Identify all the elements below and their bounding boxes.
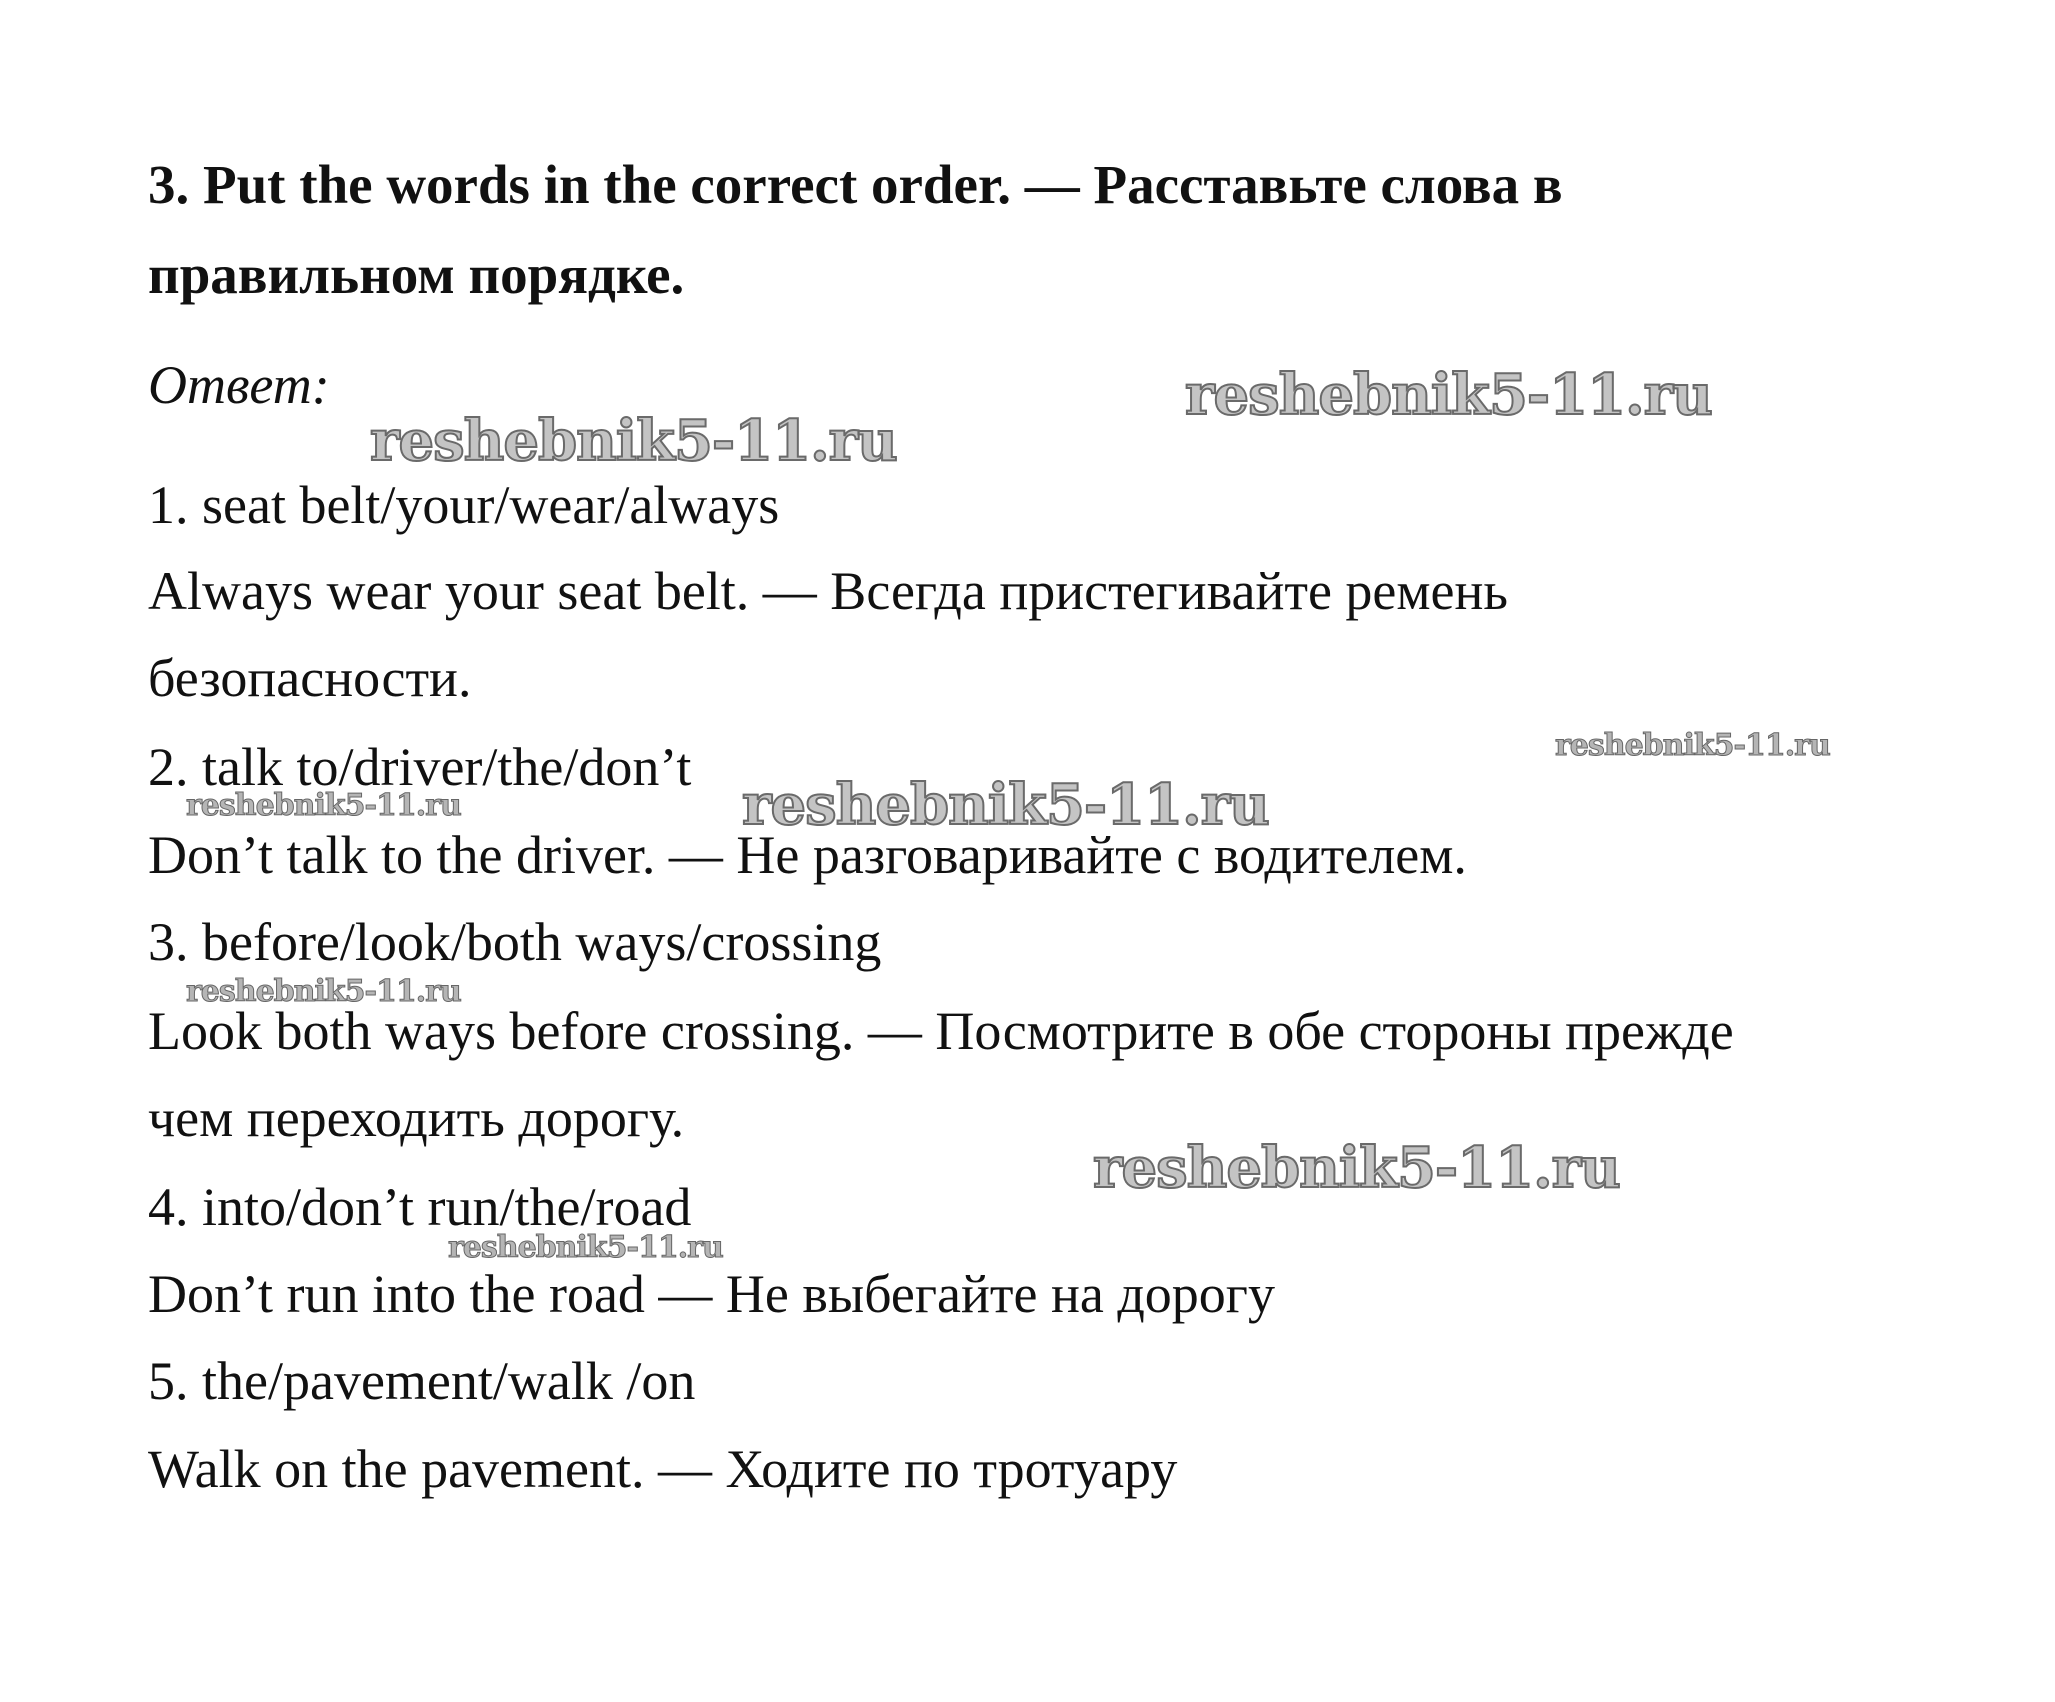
item-1-prompt: 1. seat belt/your/wear/always bbox=[148, 475, 780, 535]
item-2-answer-line1: Don’t talk to the driver. — Не разговаривайте с водителем. bbox=[148, 825, 1467, 885]
watermark: reshebnik5-11.ru bbox=[1093, 1135, 1620, 1201]
task-title: 3. Put the words in the correct order. — Расставьте слова в правильном порядке. bbox=[148, 154, 1563, 305]
watermark: reshebnik5-11.ru bbox=[448, 1230, 723, 1265]
item-1-answer-line1: Always wear your seat belt. — Всегда пристегивайте ремень bbox=[148, 561, 1509, 621]
watermark: reshebnik5-11.ru bbox=[370, 408, 897, 474]
item-2-prompt: 2. talk to/driver/the/don’t bbox=[148, 737, 692, 797]
item-5-answer-line1: Walk on the pavement. — Ходите по тротуару bbox=[148, 1439, 1178, 1499]
item-3-prompt: 3. before/look/both ways/crossing bbox=[148, 912, 882, 972]
item-4-answer-line1: Don’t run into the road — Не выбегайте на дорогу bbox=[148, 1264, 1275, 1324]
item-4-prompt: 4. into/don’t run/the/road bbox=[148, 1177, 692, 1237]
item-1-answer-line2: безопасности. bbox=[148, 648, 472, 708]
watermark: reshebnik5-11.ru bbox=[186, 788, 461, 823]
item-3-answer-line1: Look both ways before crossing. — Посмотрите в обе стороны прежде bbox=[148, 1001, 1734, 1061]
watermark: reshebnik5-11.ru bbox=[186, 974, 461, 1009]
watermark: reshebnik5-11.ru bbox=[1555, 728, 1830, 763]
answer-label: Ответ: bbox=[148, 355, 330, 415]
watermark: reshebnik5-11.ru bbox=[742, 772, 1269, 838]
item-3-answer-line2: чем переходить дорогу. bbox=[148, 1088, 685, 1148]
watermark: reshebnik5-11.ru bbox=[1185, 362, 1712, 428]
item-5-prompt: 5. the/pavement/walk /on bbox=[148, 1351, 696, 1411]
